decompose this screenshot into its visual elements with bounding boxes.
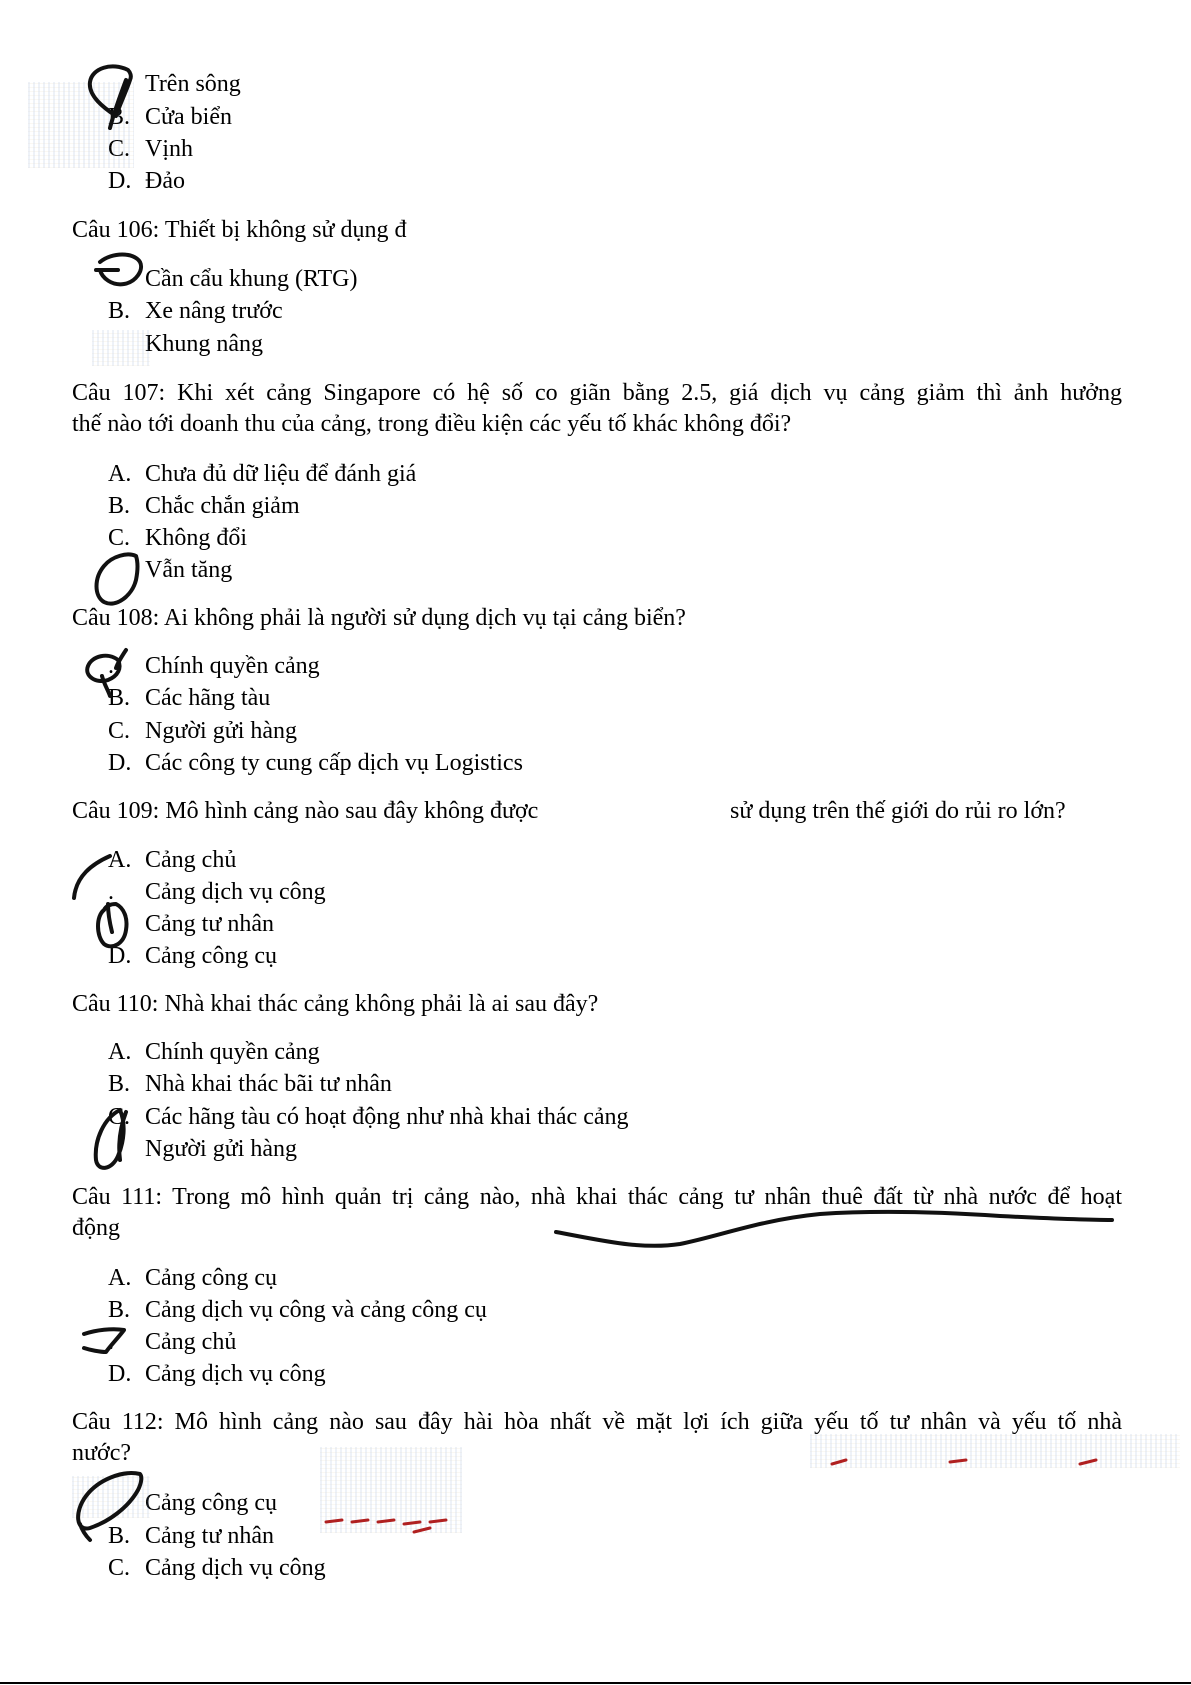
option-108-d	[108, 748, 523, 778]
option-110-d	[108, 1134, 297, 1164]
scan-noise-patch	[92, 330, 150, 366]
option-letter: A.	[108, 461, 132, 487]
option-letter: A.	[108, 1039, 132, 1065]
option-111-d	[108, 1359, 326, 1389]
question-text-left: Câu 109: Mô hình cảng nào sau đây không được	[72, 798, 539, 824]
option-text: Trên sông	[145, 71, 241, 97]
option-112-b	[108, 1521, 274, 1551]
option-106-b	[108, 296, 283, 326]
option-109-d	[108, 941, 277, 971]
option-letter: B.	[108, 493, 131, 519]
option-text: Cửa biển	[145, 104, 232, 130]
option-letter: B.	[108, 1297, 131, 1323]
option-text: Không đổi	[145, 525, 247, 551]
option-letter: D.	[108, 750, 132, 776]
option-text: Cảng dịch vụ công	[145, 1361, 326, 1387]
option-letter: C.	[108, 525, 131, 551]
option-109-b	[108, 877, 326, 907]
option-text: Cảng công cụ	[145, 1265, 277, 1291]
arc-mark-109	[74, 856, 110, 898]
question-text-line-2: nước?	[72, 1440, 132, 1466]
scan-noise-patch	[28, 82, 134, 168]
option-text: Cảng chủ	[145, 847, 237, 873]
question-text-line-2: thế nào tới doanh thu của cảng, trong điều kiện các yếu tố khác không đổi?	[72, 411, 792, 437]
option-text: Cảng dịch vụ công	[145, 1555, 326, 1581]
option-text: Xe nâng trước	[145, 298, 283, 324]
option-letter: D.	[108, 943, 132, 969]
option-text: Cảng dịch vụ công và cảng công cụ	[145, 1297, 487, 1323]
option-text: Chưa đủ dữ liệu để đánh giá	[145, 461, 417, 487]
question-text: Câu 110: Nhà khai thác cảng không phải là ai sau đây?	[72, 991, 599, 1017]
option-text: Cảng dịch vụ công	[145, 879, 326, 905]
option-letter: A.	[108, 847, 132, 873]
option-text: Người gửi hàng	[145, 718, 298, 744]
question-108	[72, 603, 1122, 634]
option-text: Các công ty cung cấp dịch vụ Logistics	[145, 750, 523, 776]
option-111-a	[108, 1263, 277, 1293]
option-111-b	[108, 1295, 487, 1325]
option-text: Cảng chủ	[145, 1329, 237, 1355]
option-text: Các hãng tàu có hoạt động như nhà khai thác cảng	[145, 1104, 629, 1130]
question-109	[72, 796, 1122, 827]
option-letter: C.	[108, 136, 131, 162]
scan-noise-patch	[320, 1447, 462, 1533]
option-letter: D.	[108, 1361, 132, 1387]
question-text: Câu 108: Ai không phải là người sử dụng dịch vụ tại cảng biển?	[72, 605, 686, 631]
question-107	[72, 378, 1122, 440]
option-text: Chính quyền cảng	[145, 653, 320, 679]
option-111-c	[108, 1327, 236, 1357]
option-112-c	[108, 1553, 326, 1583]
option-text: Chính quyền cảng	[145, 1039, 320, 1065]
option-110-b	[108, 1069, 392, 1099]
option-107-c	[108, 523, 247, 553]
option-letter: A.	[108, 1265, 132, 1291]
question-110	[72, 989, 1122, 1020]
option-text: Các hãng tàu	[145, 685, 271, 711]
option-107-d	[108, 555, 232, 585]
question-111	[72, 1182, 1122, 1244]
option-107-b	[108, 491, 300, 521]
option-text: Người gửi hàng	[145, 1136, 298, 1162]
option-letter: C.	[108, 1104, 131, 1130]
question-106	[72, 215, 1122, 246]
option-106-a	[108, 264, 358, 294]
scan-noise-patch	[810, 1434, 1180, 1468]
option-107-a	[108, 459, 416, 489]
option-letter: B.	[108, 685, 131, 711]
option-text: Cảng công cụ	[145, 1490, 277, 1516]
option-letter: B.	[108, 298, 131, 324]
scan-noise-patch	[72, 1476, 150, 1518]
option-110-c	[108, 1102, 629, 1132]
option-108-c	[108, 716, 297, 746]
option-text: Vẫn tăng	[145, 557, 233, 583]
option-108-b	[108, 683, 270, 713]
option-text: Chắc chắn giảm	[145, 493, 300, 519]
page-bottom-border	[0, 1682, 1191, 1684]
option-letter: .	[108, 911, 114, 937]
question-text-line-1: Câu 111: Trong mô hình quản trị cảng nào, nhà khai thác cảng tư nhân thuê đất từ nhà nước để hoạt	[72, 1184, 1122, 1210]
option-text: Vịnh	[145, 136, 193, 162]
option-letter: C.	[108, 1555, 131, 1581]
question-text-line-1: Câu 107: Khi xét cảng Singapore có hệ số co giãn bằng 2.5, giá dịch vụ cảng giảm thì ảnh hưởng	[72, 380, 1122, 406]
option-text: Nhà khai thác bãi tư nhân	[145, 1071, 392, 1097]
option-text: Cần cẩu khung (RTG)	[145, 266, 358, 292]
option-text: Cảng công cụ	[145, 943, 277, 969]
option-letter: B.	[108, 1523, 131, 1549]
option-109-c	[108, 909, 274, 939]
option-letter: D.	[108, 168, 132, 194]
option-letter: .	[108, 1329, 114, 1355]
question-text: Câu 106: Thiết bị không sử dụng đ	[72, 217, 407, 243]
question-text-right: sử dụng trên thế giới do rủi ro lớn?	[730, 798, 1066, 824]
question-text-line-2: động	[72, 1215, 120, 1241]
option-text: Khung nâng	[145, 331, 263, 357]
option-110-a	[108, 1037, 320, 1067]
option-letter: C.	[108, 718, 131, 744]
option-105-d	[108, 166, 185, 196]
option-text: Đảo	[145, 168, 185, 194]
option-letter: .	[108, 879, 114, 905]
option-letter: B.	[108, 104, 131, 130]
option-text: Cảng tư nhân	[145, 1523, 274, 1549]
option-109-a	[108, 845, 236, 875]
option-108-a	[108, 651, 320, 681]
question-text-line-1: Câu 112: Mô hình cảng nào sau đây hài hòa nhất về mặt lợi ích giữa yếu tố tư nhân và yếu tố nhà	[72, 1409, 1122, 1435]
option-letter: B.	[108, 1071, 131, 1097]
option-letter: .	[108, 653, 114, 679]
option-text: Cảng tư nhân	[145, 911, 274, 937]
